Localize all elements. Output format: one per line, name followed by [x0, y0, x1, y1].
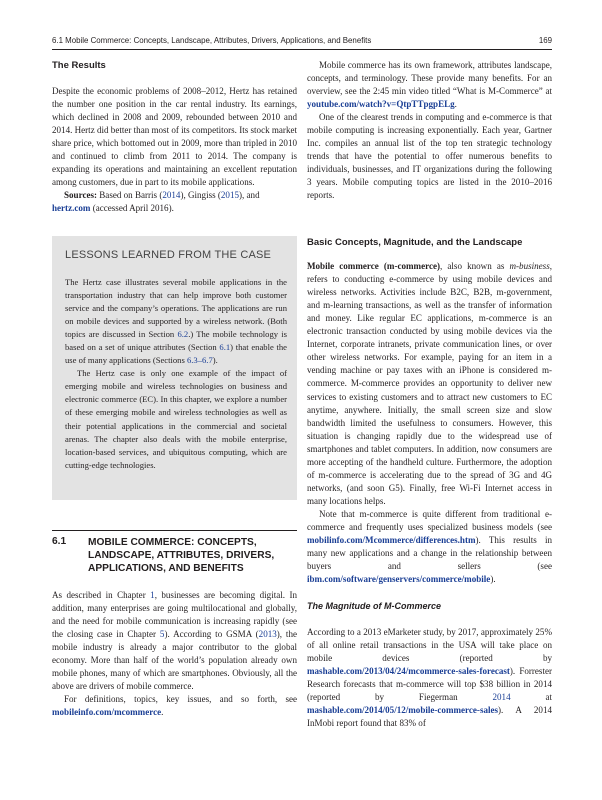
header-rule	[52, 49, 552, 50]
mobilinfo-link[interactable]: mobilinfo.com/Mcommerce/differences.htm	[307, 535, 476, 546]
section-rule	[52, 530, 297, 531]
section-body	[52, 589, 297, 719]
definition-paragraph: Mobile commerce (m-commerce), also known as m-business, refers to conducting e-commerce by using mobile devices and wireless networks. Activities include B2C, B2B, m-government, and m-learning transactions, as well as the transfer of information and money. Like regular EC applications, m-commerce is an electronic transaction conducted by using mobile devices via the Internet, corporate intranets, private communication lines, or over other wireless networks. For example, paying for an item in a vending machine or pay taxes with an iPhone is considered m-commerce. M-commerce provides an opportunity to deliver new services to existing customers and to attract new customers to EC anytime, anywhere. Initially, the small screen size and slow bandwidth limited the usefulness to consumers. However, this situation is changing rapidly due to the widespread use of smartphones and tablet computers. In addition, now consumers are more accepting of the handheld culture. Furthermore, the adoption of m-commerce is accelerating due to the spread of 3G and 4G networks, (and soon G5). Finally, free Wi-Fi Internet access in many locations helps.	[307, 261, 552, 506]
chapter-ref-link[interactable]: 5	[159, 629, 165, 640]
magnitude-heading: The Magnitude of M-Commerce	[307, 601, 442, 611]
basic-concepts-heading: Basic Concepts, Magnitude, and the Landscape	[307, 237, 523, 248]
running-header	[52, 36, 552, 48]
results-paragraph: Despite the economic problems of 2008–2012, Hertz has retained the number one position in the car rental industry. Its earnings, which declined in 2008 and 2009, rebounded between 2010 and 2014. Hertz did better than most of its competitors. Its stock market share price, which bottomed out in 2009, more than tripled in 2010 and continued to climb from 2011 to 2014. The company is expanding its operations and maintaining an excellent reputation among customers, due in part to its mobile applications.	[52, 86, 297, 188]
body-paragraph: One of the clearest trends in computing and e-commerce is that mobile computing is increasing exponentially. Each year, Gartner Inc. compiles an annual list of the top ten strategic technology trends that have the potential to offer numerous benefits to individuals, businesses, and IT organizations during the following 3 years. Mobile computing topics are listed in the 2010–2016 reports.	[307, 112, 552, 201]
citation-link[interactable]: 2013	[258, 629, 277, 640]
running-head: 6.1 Mobile Commerce: Concepts, Landscape, Attributes, Drivers, Applications, and Benefits	[52, 36, 372, 45]
magnitude-section	[307, 600, 552, 730]
basic-concepts-section	[307, 236, 552, 586]
right-column-top	[307, 59, 552, 203]
mobileinfo-link[interactable]: mobileinfo.com/mcommerce	[52, 707, 162, 718]
section-number: 6.1	[52, 536, 67, 547]
ibm-link[interactable]: ibm.com/software/genservers/commerce/mobile	[307, 574, 491, 585]
results-section	[52, 59, 297, 216]
section-ref-link[interactable]: 6.1	[219, 342, 231, 353]
box-paragraph: The Hertz case is only one example of the impact of emerging mobile and wireless technologies on business and electronic commerce (EC). In this chapter, we explore a number of these emerging mobile and wireless technologies as well as their potential applications in the commercial and societal arenas. The chapter also deals with the mobile enterprise, location-based services, and ubiquitous computing, which are cutting-edge technologies.	[65, 368, 287, 470]
citation-link[interactable]: 2014	[492, 692, 511, 703]
key-term: Mobile commerce (m-commerce)	[307, 261, 440, 272]
page-number: 169	[538, 36, 552, 45]
box-paragraph: The Hertz case illustrates several mobile applications in the transportation industry that can help improve both customer service and the company’s operations. The applications are run on mobile devices and supported by a wireless network. (Both topics are discussed in Section 6.2.) The mobile technology is based on a set of unique attributes (Section 6.1) that enable the use of many applications (Sections 6.3–6.7).	[65, 277, 287, 366]
box-title: LESSONS LEARNED FROM THE CASE	[65, 249, 272, 261]
section-ref-link[interactable]: 6.3–6.7	[186, 355, 213, 366]
chapter-ref-link[interactable]: 1	[150, 590, 155, 600]
citation-link[interactable]: 2015	[220, 190, 239, 201]
sources-paragraph: Sources: Based on Barris (2014), Gingiss (2015), and hertz.com (accessed April 2016).	[52, 190, 260, 214]
body-paragraph: Mobile commerce has its own framework, attributes landscape, concepts, and terminology. These provide many benefits. For an overview, see the 2:45 min video titled “What is M-Commerce” at youtube.com/watch?v=QtpTTpgpELg.	[307, 60, 552, 110]
section-title: MOBILE COMMERCE: CONCEPTS, LANDSCAPE, ATTRIBUTES, DRIVERS, APPLICATIONS, AND BENEFITS	[88, 537, 275, 575]
results-heading: The Results	[52, 60, 106, 71]
body-paragraph: According to a 2013 eMarketer study, by 2017, approximately 25% of all online retail transactions in the USA will take place on mobile devices (reported by mashable.com/2013/04/24/mcommerce-sales-forecast). Forrester Research forecasts that m-commerce will top $38 billion in 2014 (reported by Fiegerman 2014 at mashable.com/2014/05/12/mobile-commerce-sales). A 2014 InMobi report found that 83% of	[307, 627, 552, 729]
section-paragraph: As described in Chapter 1, businesses are becoming digital. In addition, many enterprises are going multilocational and globally, and the need for mobile communication is increasing rapidly (see the closing case in Chapter 5). According to GSMA (2013), the mobile industry is already a major contributor to the global economy. More than half of the world’s population already own mobile phones, many of which are smartphones. Obviously, all the above are drivers of mobile commerce.	[52, 590, 297, 692]
box-body	[65, 276, 287, 472]
body-paragraph: Note that m-commerce is quite different from traditional e-commerce and frequently uses specialized business models (see mobilinfo.com/Mcommerce/differences.htm). This results in many new applications and a change in the relationship between buyers and sellers (see ibm.com/software/genservers/commerce/mobile).	[307, 508, 552, 585]
section-heading	[52, 530, 297, 576]
section-ref-link[interactable]: 6.2	[177, 329, 189, 340]
sources-label: Sources:	[64, 190, 98, 201]
lessons-learned-box	[52, 236, 297, 500]
youtube-link[interactable]: youtube.com/watch?v=QtpTTpgpELg	[307, 99, 455, 110]
hertz-link[interactable]: hertz.com	[52, 203, 91, 214]
citation-link[interactable]: 2014	[162, 190, 181, 201]
mashable-link[interactable]: mashable.com/2013/04/24/mcommerce-sales-forecast	[307, 666, 510, 677]
mashable-link[interactable]: mashable.com/2014/05/12/mobile-commerce-sales	[307, 705, 499, 716]
section-paragraph: For definitions, topics, key issues, and so forth, see mobileinfo.com/mcommerce.	[52, 694, 297, 718]
